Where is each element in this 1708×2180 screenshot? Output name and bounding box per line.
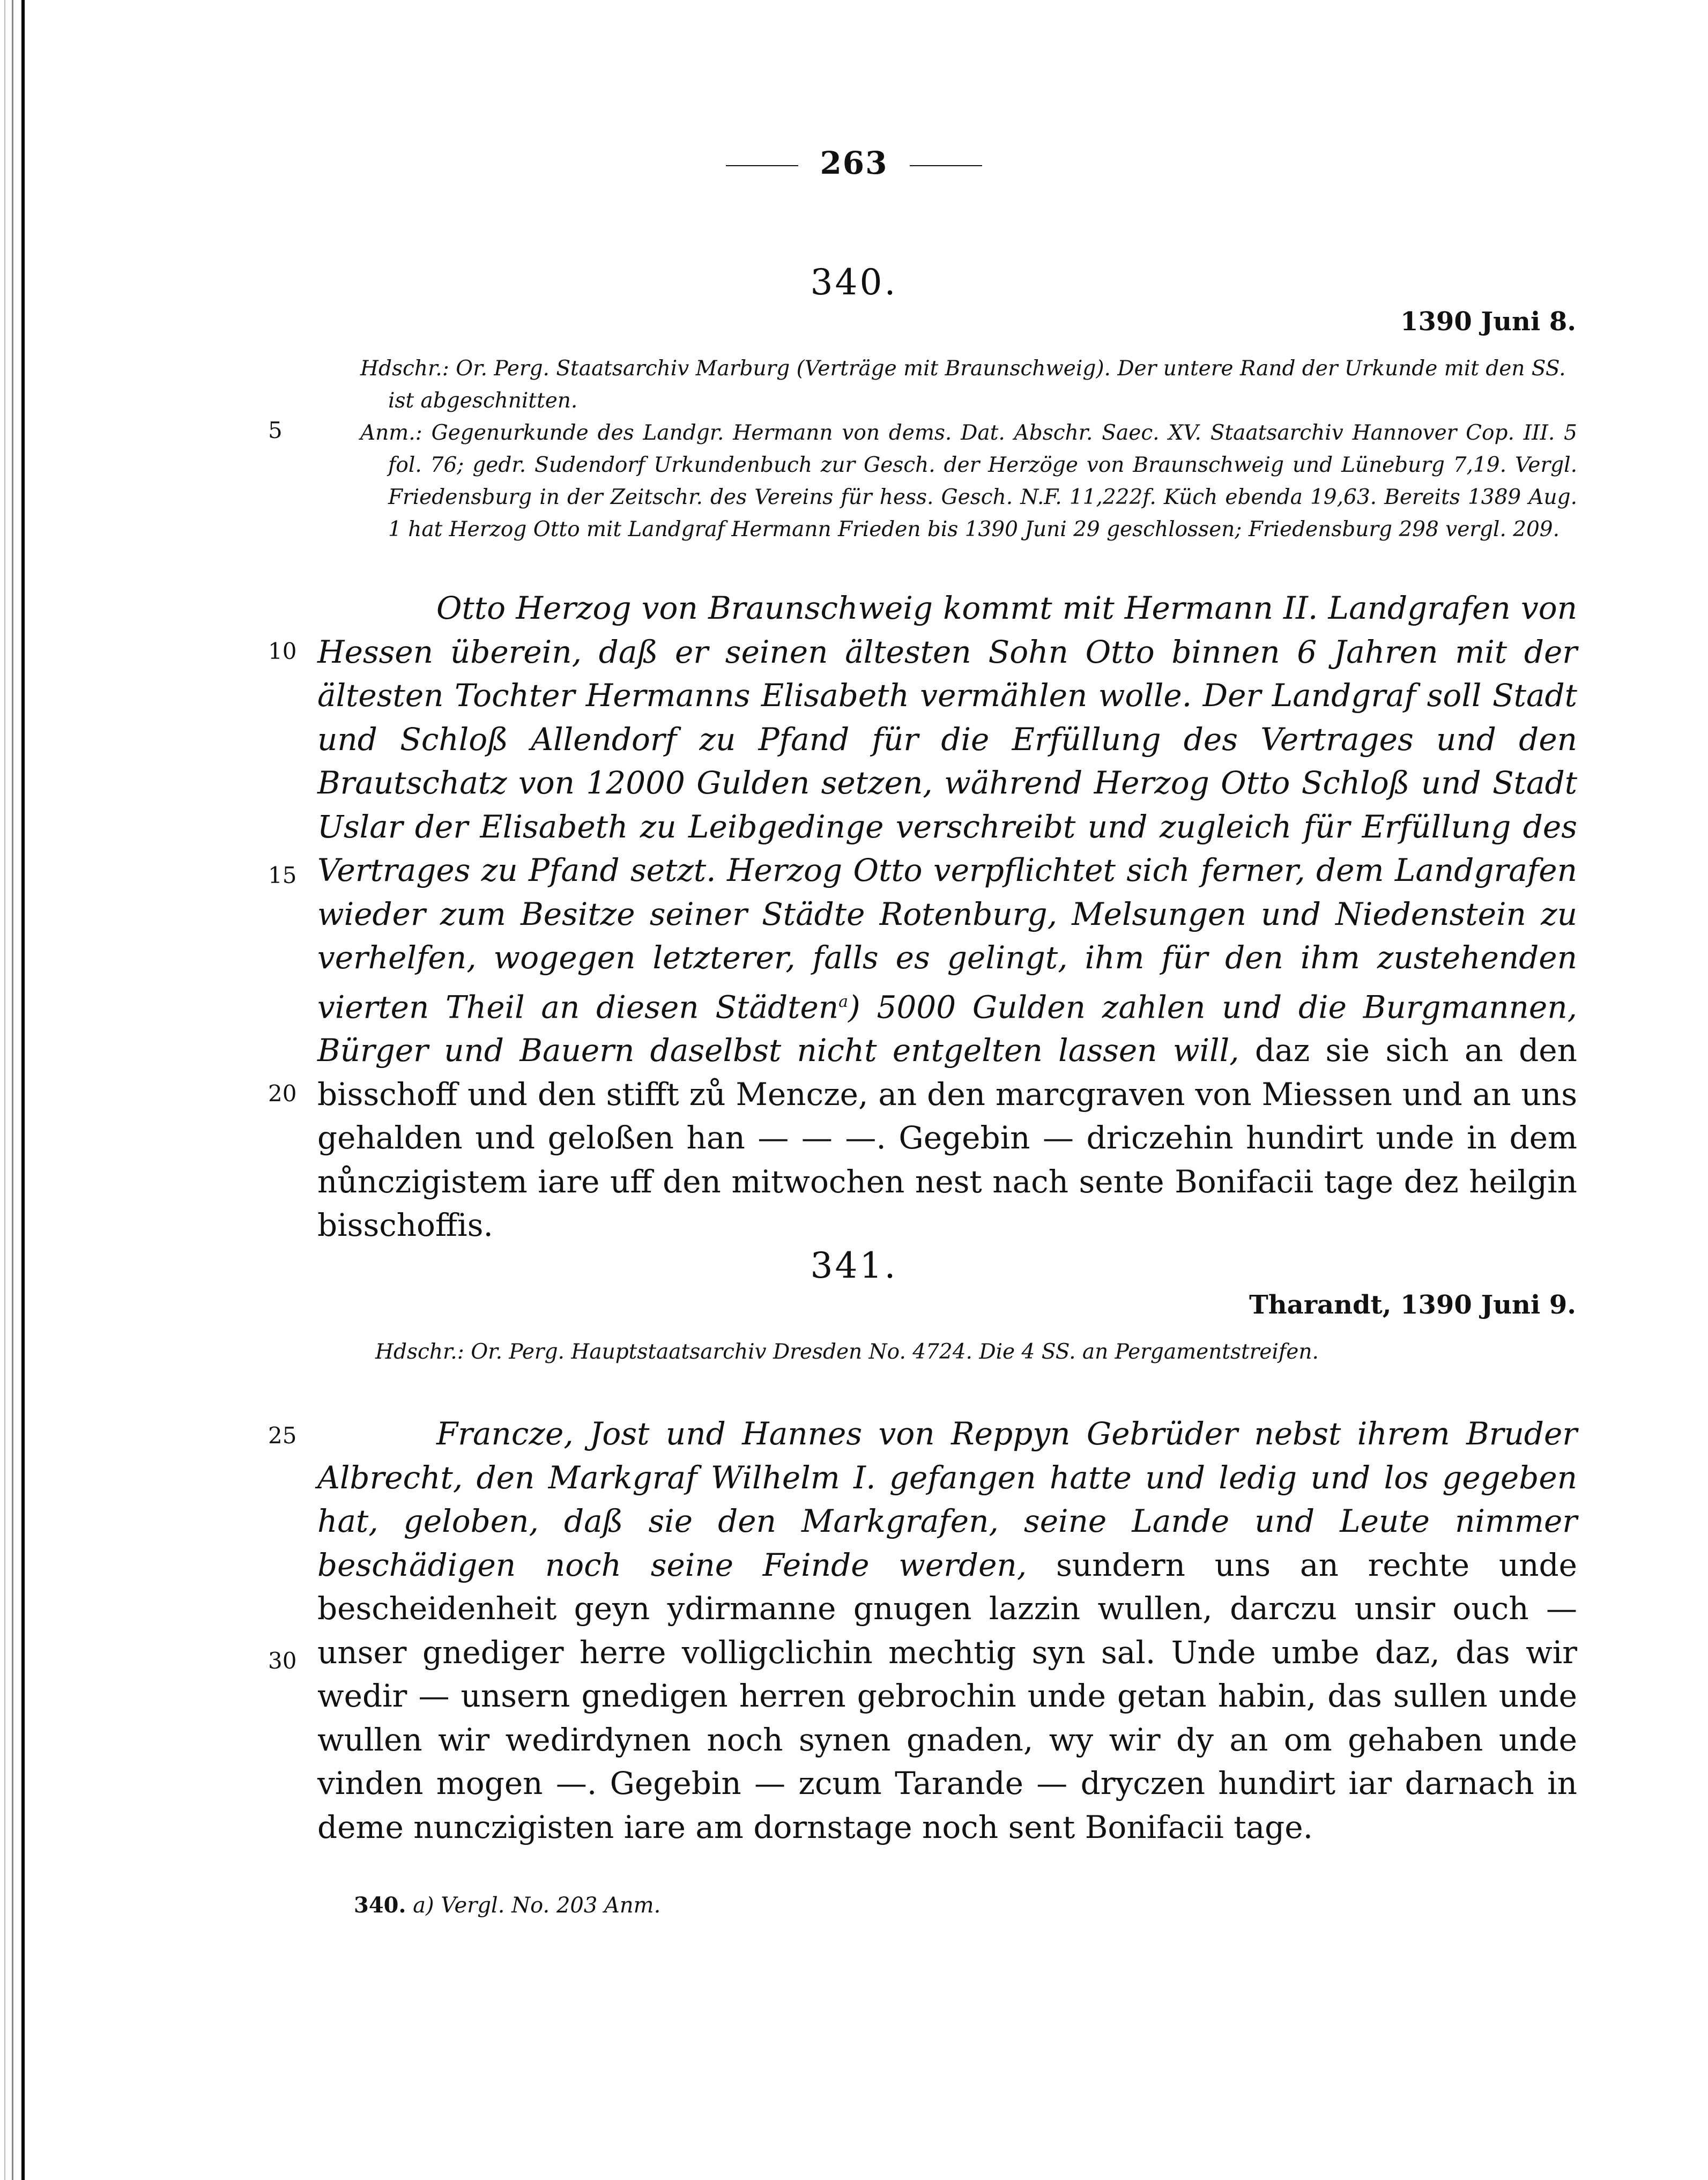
- header-rule-right: [910, 165, 982, 166]
- footnote-text: a) Vergl. No. 203 Anm.: [413, 1893, 661, 1918]
- document-number-340: 340.: [810, 262, 898, 303]
- manuscript-note-341: Hdschr.: Or. Perg. Hauptstaatsarchiv Dresden No. 4724. Die 4 SS. an Pergamentstreifen.: [375, 1340, 1319, 1364]
- line-number: 20: [268, 1080, 297, 1107]
- charter-text: daz sie sich an den bisschoff und den stifft zů Mencze, an den marcgraven von Miessen und an uns gehalden und geloßen han — — —. Gegebin — driczehin hundirt unde in dem nůnczigistem iare uff den mitwochen nest nach sente Bonifacii tage dez heilgin bisschoffis.: [317, 1032, 1577, 1244]
- footnote-marker: a: [838, 992, 849, 1011]
- document-date-340: 1390 Juni 8.: [1400, 307, 1576, 337]
- page-binding-edge: [21, 0, 25, 2180]
- regest-text: Francze, Jost und Hannes von Reppyn Gebrüder nebst ihrem Bruder Albrecht, den Markgraf Wilhelm I. gefangen hatte und ledig und los gegeben hat, geloben, daß sie den Markgrafen, seine Lande und Leute nimmer beschädigen noch seine Feinde werden,: [317, 1415, 1577, 1583]
- footnote: [354, 1893, 660, 1918]
- annotation-note: Anm.: Gegenurkunde des Landgr. Hermann von dems. Dat. Abschr. Saec. XV. Staatsarchiv Hannover Cop. III. 5 fol. 76; gedr. Sudendorf Urkundenbuch zur Gesch. der Herzöge von Braunschweig und Lüneburg 7,19. Vergl. Friedensburg in der Zeitschr. des Vereins für hess. Gesch. N.F. 11,222f. Küch ebenda 19,63. Bereits 1389 Aug. 1 hat Herzog Otto mit Landgraf Hermann Frieden bis 1390 Juni 29 geschlossen; Friedensburg 298 vergl. 209.: [360, 421, 1577, 542]
- footnote-ref: 340.: [354, 1893, 406, 1918]
- document-date-341: Tharandt, 1390 Juni 9.: [1249, 1290, 1576, 1320]
- line-number: 30: [268, 1648, 297, 1674]
- line-number: 15: [268, 862, 297, 888]
- charter-text: sundern uns an rechte unde bescheidenheit geyn ydirmanne gnugen lazzin wullen, darczu unsir ouch — unser gnediger herre volligclichin mechtig syn sal. Unde umbe daz, das wir wedir — unsern gnedigen herren gebrochin unde getan habin, das sullen unde wullen wir wedirdynen noch synen gnaden, wy wir dy an om gehaben unde vinden mogen —. Gegebin — zcum Tarande — dryczen hundirt iar darnach in deme nunczigisten iare am dornstage noch sent Bonifacii tage.: [317, 1546, 1577, 1845]
- document-number-341: 341.: [810, 1245, 898, 1286]
- regest-text-cont: ) 5000 Gulden zahlen und die Burgmannen, Bürger und Bauern daselbst nicht entgelten lassen will,: [317, 988, 1577, 1069]
- note-line: ist abgeschnitten.: [388, 389, 578, 413]
- document-text-340: [317, 587, 1577, 1248]
- page-number: 263: [820, 145, 888, 181]
- regest-text: Otto Herzog von Braunschweig kommt mit Hermann II. Landgrafen von Hessen überein, daß er seinen ältesten Sohn Otto binnen 6 Jahren mit der ältesten Tochter Hermanns Elisabeth vermählen wolle. Der Landgraf soll Stadt und Schloß Allendorf zu Pfand für die Erfüllung des Vertrages und den Brautschatz von 12000 Gulden setzen, während Herzog Otto Schloß und Stadt Uslar der Elisabeth zu Leibgedinge verschreibt und zugleich für Erfüllung des Vertrages zu Pfand setzt. Herzog Otto verpflichtet sich ferner, dem Landgrafen wieder zum Besitze seiner Städte Rotenburg, Melsungen und Niedenstein zu verhelfen, wogegen letzterer, falls es gelingt, ihm für den ihm zustehenden vierten Theil an diesen Städten: [317, 590, 1577, 1025]
- line-number: 25: [268, 1422, 297, 1449]
- line-number: 5: [268, 417, 283, 443]
- manuscript-note-340: [360, 353, 1577, 546]
- header-rule-left: [726, 165, 798, 166]
- scan-edge-line: [12, 0, 13, 2180]
- page-header: [0, 145, 1708, 181]
- line-number: 10: [268, 638, 297, 664]
- note-line: Hdschr.: Or. Perg. Staatsarchiv Marburg (Verträge mit Braunschweig). Der untere Rand der Urkunde mit den SS.: [360, 357, 1566, 381]
- document-text-341: [317, 1412, 1577, 1849]
- scan-edge-line: [4, 0, 5, 2180]
